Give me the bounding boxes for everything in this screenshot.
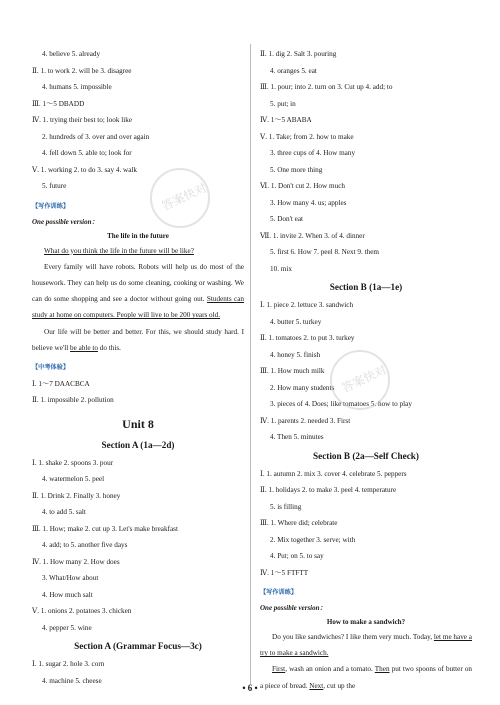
answer-line: Ⅰ. 1. shake 2. spoons 3. pour — [32, 458, 114, 467]
exam-experience-tag: 【中考体验】 — [32, 363, 70, 371]
column-divider — [250, 44, 251, 684]
underlined-word: Next — [309, 681, 324, 690]
answer-line: 5. One more thing — [270, 165, 323, 174]
answer-line: Ⅱ. 1. impossible 2. pollution — [32, 396, 114, 405]
answer-line: Ⅳ. 1. trying their best to; look like — [32, 116, 133, 124]
answer-line: 4. How much salt — [42, 590, 93, 599]
answer-line: Ⅱ. 1. to work 2. will be 3. disagree — [32, 66, 132, 75]
answer-line: Ⅲ. 1～5 DBADD — [32, 99, 85, 108]
left-answer-block-3 — [32, 455, 244, 637]
answer-line: Ⅳ. 1. How many 2. How does — [32, 557, 120, 566]
version-label: One possible version： — [260, 604, 327, 612]
essay-text: , wash an onion and a tomato. — [285, 665, 375, 674]
answer-line: Ⅱ. 1. Drink 2. Finally 3. honey — [32, 491, 121, 500]
answer-line: Ⅲ. 1. pour; into 2. turn on 3. Cut up 4. add; to — [260, 83, 393, 91]
underlined-word: Then — [374, 665, 390, 674]
answer-line: Ⅰ. 1. autumn 2. mix 3. cover 4. celebrate 5. peppers — [260, 469, 407, 478]
answer-line: Ⅶ. 1. invite 2. When 3. of 4. dinner — [260, 231, 365, 240]
answer-line: 4. honey 5. finish — [270, 350, 321, 359]
section-title: Section B (1a—1e) — [329, 282, 403, 292]
answer-line: Ⅴ. 1. working 2. to do 3. say 4. walk — [32, 165, 138, 174]
underlined-sentence: What do you think the life in the future will be like? — [44, 246, 194, 255]
writing-training-tag: 【写作训练】 — [32, 202, 70, 210]
underlined-phrase: be able to — [70, 343, 98, 352]
watermark-stamp — [330, 350, 390, 410]
essay-paragraph-1 — [32, 243, 244, 259]
answer-line: 5. future — [42, 182, 67, 190]
answer-line: Ⅴ. 1. Take; from 2. how to make — [260, 132, 354, 141]
answer-line: Ⅰ. 1～7 DAACBCA — [32, 379, 90, 388]
left-answer-block-1 — [32, 46, 244, 195]
answer-line: 4. add; to 5. another five days — [42, 541, 128, 550]
underlined-word: First — [272, 665, 286, 674]
essay-text: , cut up the — [323, 681, 356, 690]
essay-text: Our life will be better and better. For this, we should study hard. I believe we'll — [32, 327, 244, 352]
answer-line: Ⅰ. 1. sugar 2. hole 3. corn — [32, 660, 105, 669]
answer-line: Ⅲ. 1. How much milk — [260, 367, 325, 375]
essay-title: The life in the future — [107, 231, 169, 240]
essay-paragraph-1 — [260, 629, 472, 661]
watermark-text: 答案快对 — [159, 180, 209, 214]
watermark-stamp — [150, 168, 210, 228]
answer-line: 4. Then 5. minutes — [270, 433, 324, 441]
essay-title: How to make a sandwich? — [326, 618, 406, 626]
answer-line: 5. Don't eat — [270, 215, 304, 223]
essay-text: put two spoons of butter on a piece of bread. — [260, 665, 473, 690]
essay-text: Every family will have robots. Robots will help us do most of the housework. They can help us do some cleaning, cooking or washing. We can do some shopping and see a doctor without going out. — [32, 262, 244, 304]
section-title: Section B (2a—Self Check) — [313, 450, 419, 461]
answer-line: 4. butter 5. turkey — [270, 317, 322, 326]
right-answer-block-3 — [260, 466, 472, 582]
underlined-sentence: Students can study at home on computers. People will live to be 200 years old. — [32, 295, 245, 320]
answer-line: 4. oranges 5. eat — [270, 66, 317, 75]
answer-line: Ⅰ. 1. piece 2. lettuce 3. sandwich — [260, 301, 354, 309]
answer-line: 5. is filling — [270, 502, 302, 511]
answer-line: Ⅲ. 1. How; make 2. cut up 3. Let's make breakfast — [32, 524, 178, 533]
answer-line: 4. humans 5. impossible — [42, 83, 112, 91]
answer-line: 3. How many 4. us; apples — [270, 198, 347, 207]
answer-line: Ⅵ. 1. Don't cut 2. How much — [260, 182, 345, 190]
answer-line: 2. How many students — [270, 383, 335, 392]
answer-line: Ⅳ. 1～5 ABABA — [260, 116, 312, 124]
right-answer-block-1 — [260, 46, 472, 277]
answer-line: Ⅲ. 1. Where did; celebrate — [260, 519, 338, 527]
left-column — [32, 46, 244, 689]
answer-line: 2. Mix together 3. serve; with — [270, 535, 356, 544]
answer-line: 4. watermelon 5. peel — [42, 475, 105, 484]
answer-line: 5. first 6. How 7. peel 8. Next 9. them — [270, 248, 379, 256]
essay-paragraph-2 — [32, 259, 244, 324]
page-number: • 6 • — [242, 683, 258, 693]
essay-text: Do you like sandwiches? I like them very much. Today, — [272, 633, 434, 641]
version-label: One possible version： — [32, 217, 99, 226]
watermark-text: 答案快对 — [339, 362, 389, 396]
answer-line: 4. pepper 5. wine — [42, 623, 92, 632]
essay-paragraph-3 — [32, 324, 244, 356]
answer-line: 3. What/How about — [42, 574, 99, 583]
left-answer-block-2 — [32, 376, 244, 409]
answer-line: 3. pieces of 4. Does; like tomatoes 5. how to play — [270, 400, 412, 408]
answer-line: Ⅱ. 1. tomatoes 2. to put 3. turkey — [260, 334, 355, 342]
underlined-sentence: let me have a try to make a sandwich. — [260, 633, 472, 658]
answer-line: Ⅳ. 1. parents 2. needed 3. First — [260, 416, 351, 425]
section-title: Section A (Grammar Focus—3c) — [74, 641, 202, 652]
answer-line: Ⅱ. 1. dig 2. Salt 3. pouring — [260, 50, 337, 58]
answer-line: 4. fell down 5. able to; look for — [42, 149, 132, 157]
essay-text: do this. — [97, 343, 121, 352]
answer-line: 4. believe 5. already — [42, 50, 101, 58]
unit-title: Unit 8 — [122, 416, 154, 431]
answer-line: 4. machine 5. cheese — [42, 676, 102, 685]
answer-line: 5. put; in — [270, 99, 296, 108]
answer-line: 4. to add 5. salt — [42, 508, 86, 517]
section-title: Section A (1a—2d) — [101, 439, 175, 450]
answer-line: 3. three cups of 4. How many — [270, 149, 356, 157]
answer-line: 4. Put; on 5. to say — [270, 552, 324, 560]
answer-line: 2. hundreds of 3. over and over again — [42, 132, 150, 141]
answer-line: Ⅳ. 1～5 FTFTT — [260, 568, 309, 577]
answer-line: Ⅱ. 1. holidays 2. to make 3. peel 4. temperature — [260, 486, 397, 494]
writing-training-tag: 【写作训练】 — [260, 589, 298, 596]
answer-line: 10. mix — [270, 264, 292, 273]
answer-line: Ⅴ. 1. onions 2. potatoes 3. chicken — [32, 607, 132, 616]
